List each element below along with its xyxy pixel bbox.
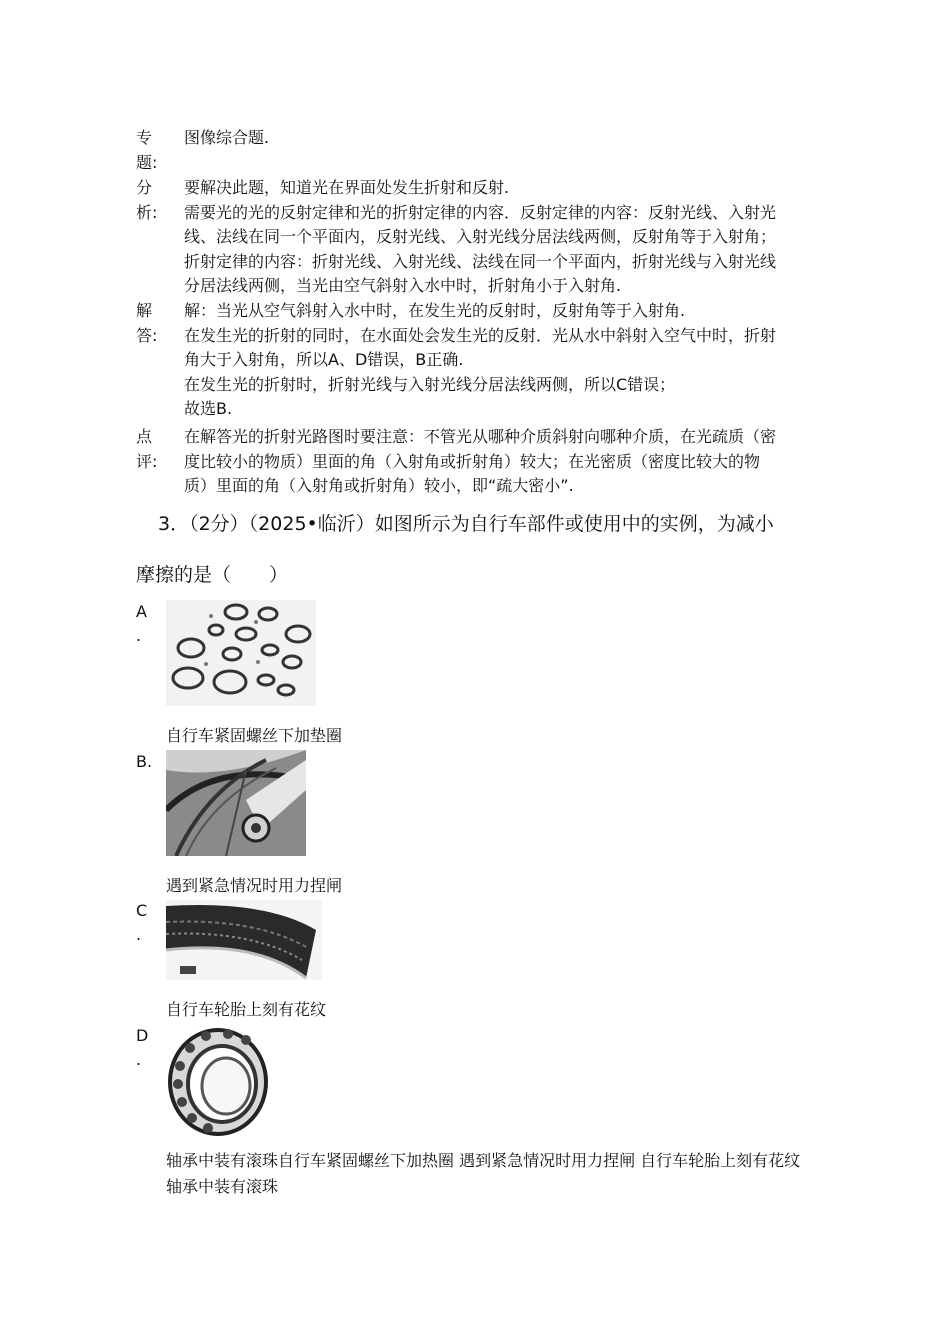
comment-label: 点 评:	[136, 427, 158, 471]
brake-photo-icon	[166, 750, 306, 856]
answer-text: 解：当光从空气斜射入水中时，在发生光的反射时，反射角等于入射角. 在发生光的折射的同时，在水面处会发生光的反射．光从水中斜射入空气中时，折射 角大于入射角，所以A、D错误，B正确. 在发生光的折射时，折射光线与入射光线分居法线两侧，所以C错误； 故选B.	[184, 301, 777, 418]
option-a-caption: 自行车紧固螺丝下加垫圈	[166, 726, 343, 745]
option-b-caption: 遇到紧急情况时用力捏闸	[166, 876, 343, 895]
topic-text: 图像综合题.	[184, 128, 270, 147]
option-b-letter: B.	[136, 752, 153, 771]
option-d-letter: D .	[136, 1026, 149, 1069]
question-line-1: 3．（2分）（2025•临沂）如图所示为自行车部件或使用中的实例，为减小	[158, 513, 774, 535]
question-line-2: 摩擦的是（ ）	[136, 564, 289, 586]
option-a-letter: A .	[136, 602, 147, 645]
topic-label: 专 题:	[136, 128, 158, 172]
option-c-caption: 自行车轮胎上刻有花纹	[166, 1000, 327, 1019]
bearing-photo-icon	[166, 1026, 270, 1138]
analysis-label: 分 析:	[136, 178, 158, 222]
tire-photo-icon	[166, 900, 322, 980]
options-summary-text: 轴承中装有滚珠自行车紧固螺丝下加热圈 遇到紧急情况时用力捏闸 自行车轮胎上刻有花纹 轴承中装有滚珠	[166, 1151, 801, 1196]
washers-photo-icon	[166, 600, 316, 706]
comment-text: 在解答光的折射光路图时要注意：不管光从哪种介质斜射向哪种介质，在光疏质（密 度比较小的物质）里面的角（入射角或折射角）较大；在光密质（密度比较大的物 质）里面的角（入射角或折射角）较小，即“疏大密小”.	[184, 427, 777, 495]
answer-label: 解 答:	[136, 301, 158, 345]
analysis-text: 要解决此题，知道光在界面处发生折射和反射. 需要光的光的反射定律和光的折射定律的内容．反射定律的内容：反射光线、入射光 线、法线在同一个平面内，反射光线、入射光线分居法线两侧，反射角等于入射角； 折射定律的内容：折射光线、入射光线、法线在同一个平面内，折射光线与入射光线 分居法线两侧，当光由空气斜射入水中时，折射角小于入射角.	[184, 178, 777, 295]
option-c-letter: C .	[136, 901, 148, 944]
